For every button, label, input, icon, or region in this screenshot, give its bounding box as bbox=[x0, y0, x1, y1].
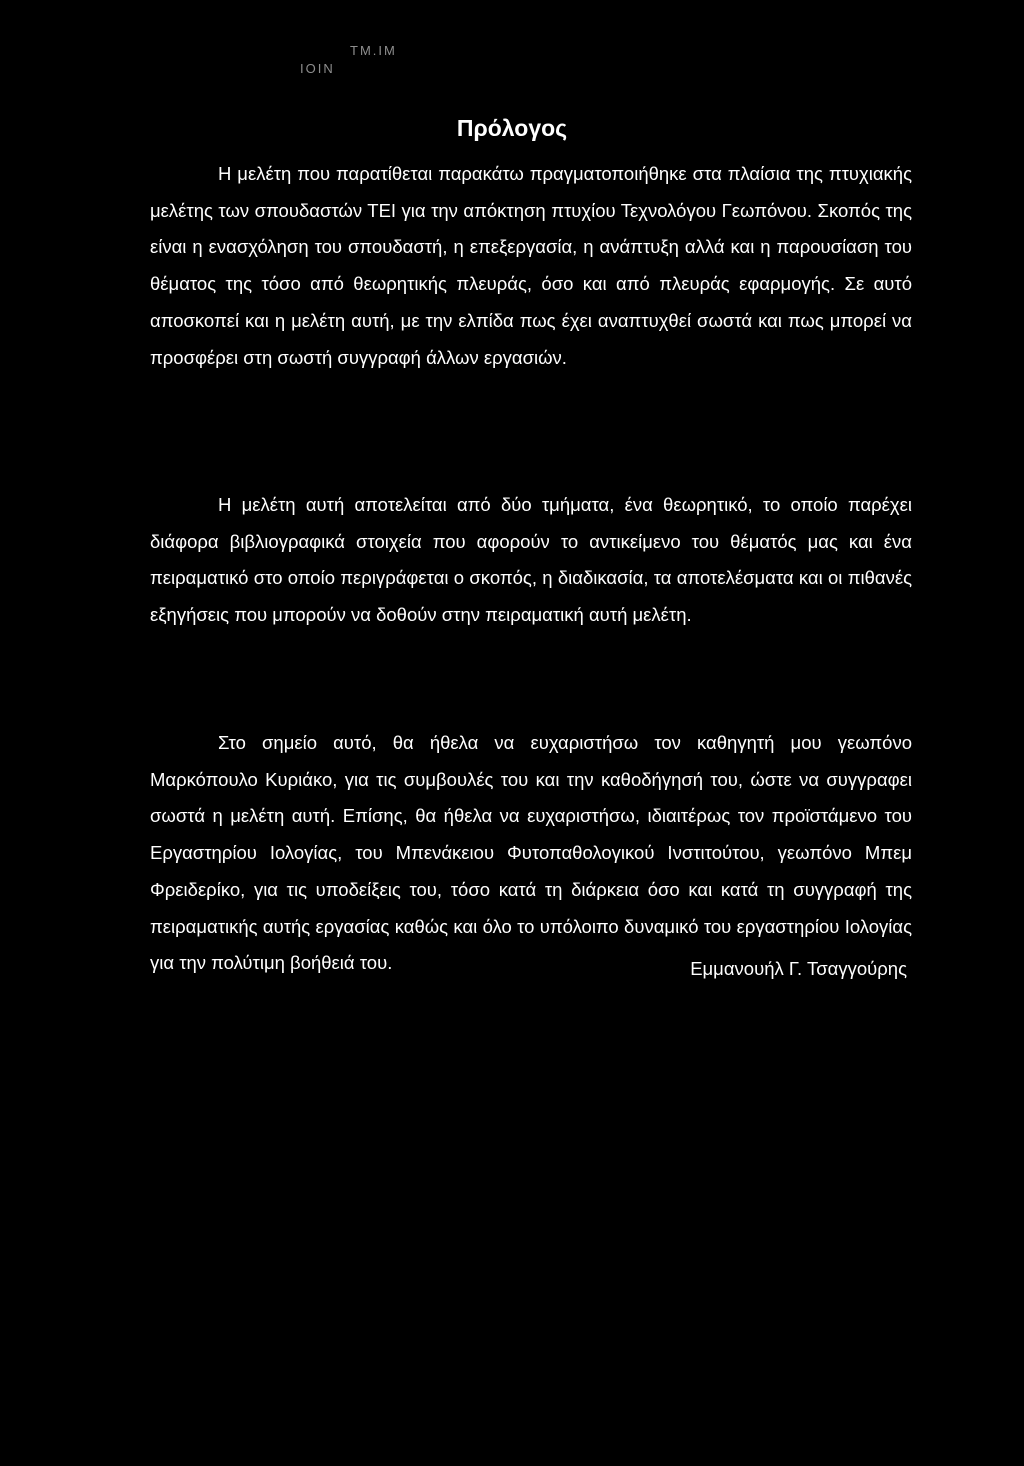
faded-header-fragment bbox=[300, 42, 397, 78]
page-title: Πρόλογος bbox=[456, 115, 568, 141]
faded-header-line-1: ΤΜ.ΙΜ bbox=[350, 43, 397, 58]
paragraph-introduction: Η μελέτη που παρατίθεται παρακάτω πραγματοποιήθηκε στα πλαίσια της πτυχιακής μελέτης των σπουδαστών ΤΕΙ για την απόκτηση πτυχίου Τεχνολόγου Γεωπόνου. Σκοπός της είναι η ενασχόληση του σπουδαστή, η επεξεργασία, η ανάπτυξη αλλά και η παρουσίαση του θέματος της τόσο από θεωρητικής πλευράς, όσο και από πλευράς εφαρμογής. Σε αυτό αποσκοπεί και η μελέτη αυτή, με την ελπίδα πως έχει αναπτυχθεί σωστά και πως μπορεί να προσφέρει στη σωστή συγγραφή άλλων εργασιών. bbox=[150, 163, 912, 368]
paragraph-acknowledgements: Στο σημείο αυτό, θα ήθελα να ευχαριστήσω τον καθηγητή μου γεωπόνο Μαρκόπουλο Κυριάκο, για τις συμβουλές του και την καθοδήγησή του, ώστε να συγγραφει σωστά η μελέτη αυτή. Επίσης, θα ήθελα να ευχαριστήσω, ιδιαιτέρως τον προϊστάμενο του Εργαστηρίου Ιολογίας, του Μπενάκειου Φυτοπαθολογικού Ινστιτούτου, γεωπόνο Μπεμ Φρειδερίκο, για τις υποδείξεις του, τόσο κατά τη διάρκεια όσο και κατά τη συγγραφή της πειραματικής αυτής εργασίας καθώς και όλο το υπόλοιπο δυναμικό του εργαστηρίου Ιολογίας για την πολύτιμη βοήθειά του. bbox=[150, 732, 912, 974]
author-signature: Εμμανουήλ Γ. Τσαγγούρης bbox=[690, 958, 907, 979]
paragraph-structure: Η μελέτη αυτή αποτελείται από δύο τμήματα, ένα θεωρητικό, το οποίο παρέχει διάφορα βιβλιογραφικά στοιχεία που αφορούν το αντικείμενο του θέματός μας και ένα πειραματικό στο οποίο περιγράφεται ο σκοπός, η διαδικασία, τα αποτελέσματα και οι πιθανές εξηγήσεις που μπορούν να δοθούν στην πειραματική αυτή μελέτη. bbox=[150, 494, 912, 626]
faded-header-line-2: ΙΟΙΝ bbox=[300, 61, 335, 76]
